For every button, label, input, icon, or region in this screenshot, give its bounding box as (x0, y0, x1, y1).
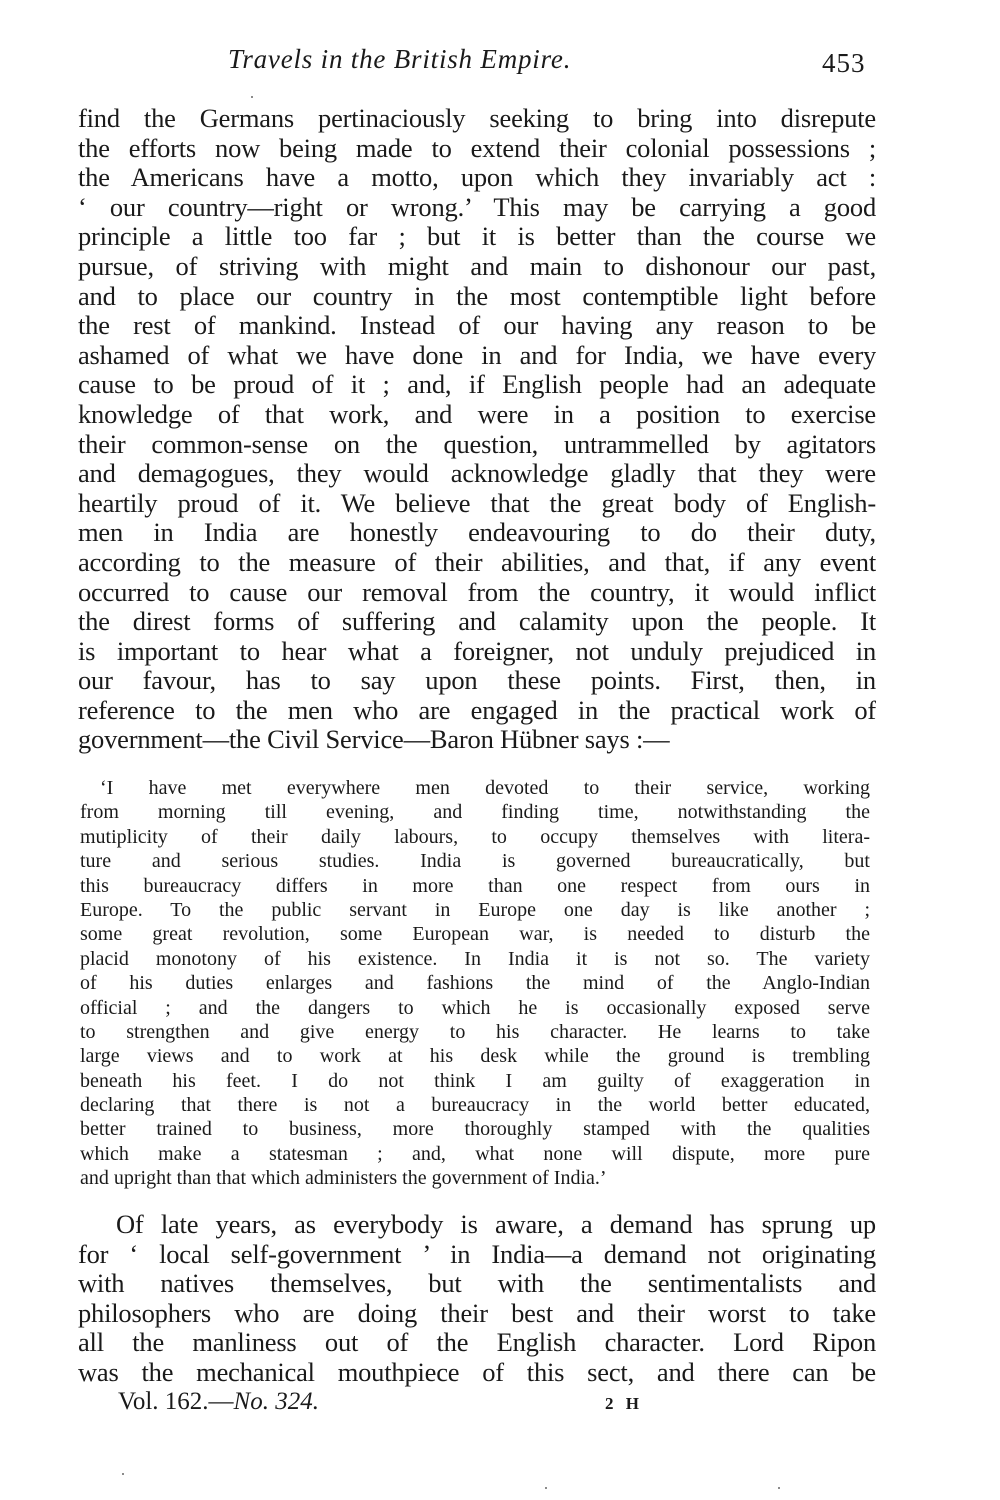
quote-line: from morning till evening, and finding time, notwithstanding the (80, 801, 870, 824)
text-line: according to the measure of their abilities, and that, if any event (78, 547, 876, 577)
text-line: with natives themselves, but with the sentimentalists and (78, 1269, 876, 1299)
text-line: the efforts now being made to extend their colonial possessions ; (78, 133, 876, 163)
scan-speck (545, 1487, 547, 1489)
quote-line: which make a statesman ; and, what none will dispute, more pure (80, 1142, 870, 1165)
text-line: find the Germans pertinaciously seeking to bring into disrepute (78, 104, 876, 133)
running-head (0, 44, 1000, 84)
scan-speck (122, 1473, 124, 1475)
quote-line: large views and to work at his desk while the ground is trembling (80, 1045, 870, 1068)
quote-line: Europe. To the public servant in Europe one day is like another ; (80, 898, 870, 921)
text-line: men in India are honestly endeavouring to do their duty, (78, 518, 876, 548)
running-title: Travels in the British Empire. (228, 44, 572, 74)
quote-line: placid monotony of his existence. In India it is not so. The variety (80, 947, 870, 970)
text-line: the rest of mankind. Instead of our having any reason to be (78, 311, 876, 341)
text-line: reference to the men who are engaged in the practical work of (78, 695, 876, 725)
quote-line: and upright than that which administers the government of India.’ (80, 1167, 607, 1190)
quote-line: mutiplicity of their daily labours, to occupy themselves with litera- (80, 825, 870, 848)
text-line: ashamed of what we have done in and for India, we have every (78, 340, 876, 370)
quote-line: ture and serious studies. India is governed bureaucratically, but (80, 850, 870, 873)
text-line: the direst forms of suffering and calamity upon the people. It (78, 607, 876, 637)
text-line: Of late years, as everybody is aware, a demand has sprung up (116, 1210, 876, 1239)
page-footer (0, 1388, 1000, 1428)
signature-mark: 2 H (605, 1394, 643, 1413)
quote-line: official ; and the dangers to which he is occasionally exposed serve (80, 996, 870, 1019)
main-paragraph (78, 104, 876, 755)
text-line: ‘ our country—right or wrong.’ This may be carrying a good (78, 192, 876, 222)
text-line: was the mechanical mouthpiece of this sect, and there can be (78, 1357, 876, 1387)
quote-line: this bureaucracy differs in more than one respect from ours in (80, 874, 870, 897)
quote-line: ‘I have met everywhere men devoted to their service, working (100, 777, 870, 799)
text-line: pursue, of striving with might and main to dishonour our past, (78, 251, 876, 281)
scan-speck (778, 1487, 780, 1489)
closing-paragraph (78, 1210, 876, 1388)
quote-line: to strengthen and give energy to his character. He learns to take (80, 1020, 870, 1043)
text-line: the Americans have a motto, upon which they invariably act : (78, 163, 876, 193)
text-line: and to place our country in the most contemptible light before (78, 281, 876, 311)
text-line: for ‘ local self-government ’ in India—a demand not originating (78, 1239, 876, 1269)
quote-line: of his duties enlarges and fashions the mind of the Anglo-Indian (80, 972, 870, 995)
issue-number: No. 324. (233, 1388, 319, 1415)
text-line: their common-sense on the question, untrammelled by agitators (78, 429, 876, 459)
text-line: principle a little too far ; but it is better than the course we (78, 222, 876, 252)
block-quotation (80, 776, 870, 1191)
text-line: is important to hear what a foreigner, not unduly prejudiced in (78, 636, 876, 666)
volume-label: Vol. 162.— (118, 1388, 234, 1415)
volume-number (118, 1388, 319, 1416)
page-number: 453 (822, 48, 866, 78)
text-line: all the manliness out of the English character. Lord Ripon (78, 1328, 876, 1358)
text-line: our favour, has to say upon these points. First, then, in (78, 666, 876, 696)
text-line: philosophers who are doing their best and their worst to take (78, 1298, 876, 1328)
scan-speck (251, 96, 253, 98)
text-line: government—the Civil Service—Baron Hübner says :— (78, 725, 670, 755)
quote-line: declaring that there is not a bureaucracy in the world better educated, (80, 1094, 870, 1117)
text-line: knowledge of that work, and were in a position to exercise (78, 399, 876, 429)
quote-line: beneath his feet. I do not think I am guilty of exaggeration in (80, 1069, 870, 1092)
quote-line: some great revolution, some European war, is needed to disturb the (80, 923, 870, 946)
text-line: heartily proud of it. We believe that the great body of English- (78, 488, 876, 518)
quote-line: better trained to business, more thoroughly stamped with the qualities (80, 1118, 870, 1141)
text-line: occurred to cause our removal from the country, it would inflict (78, 577, 876, 607)
text-line: cause to be proud of it ; and, if English people had an adequate (78, 370, 876, 400)
text-line: and demagogues, they would acknowledge gladly that they were (78, 459, 876, 489)
